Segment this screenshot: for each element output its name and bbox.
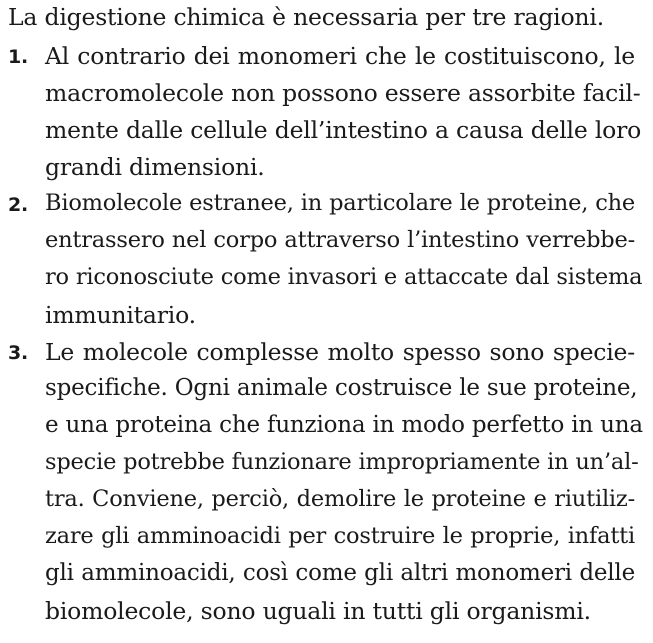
list-item-line: entrassero nel corpo attraverso l’intestino verrebbe- <box>45 227 635 253</box>
list-item-line: mente dalle cellule dell’intestino a causa delle loro <box>45 116 642 144</box>
list-item-line: biomolecole, sono uguali in tutti gli organismi. <box>45 597 591 625</box>
list-item-line: specie potrebbe funzionare impropriamente in un’al- <box>45 449 639 475</box>
list-item-line: tra. Conviene, perciò, demolire le proteine e riutiliz- <box>45 486 635 512</box>
list-item-line: specifiche. Ogni animale costruisce le sue proteine, <box>45 375 638 401</box>
intro-sentence: La digestione chimica è necessaria per tre ragioni. <box>8 3 604 31</box>
list-item-line: gli amminoacidi, così come gli altri monomeri delle <box>45 560 635 586</box>
list-item-line: macromolecole non possono essere assorbite facil- <box>45 79 641 107</box>
list-item-number: 2. <box>8 194 29 216</box>
list-item-number: 3. <box>8 342 29 364</box>
list-item-line: e una proteina che funziona in modo perfetto in una <box>45 412 643 438</box>
list-item-line: Biomolecole estranee, in particolare le proteine, che <box>45 190 635 216</box>
list-item-number: 1. <box>8 46 29 68</box>
list-item-line: Le molecole complesse molto spesso sono specie- <box>45 338 635 366</box>
list-item-line: ro riconosciute come invasori e attaccate dal sistema <box>45 264 643 290</box>
list-item-line: zare gli amminoacidi per costruire le proprie, infatti <box>45 523 635 549</box>
list-item-line: immunitario. <box>45 301 196 329</box>
list-item-line: grandi dimensioni. <box>45 153 265 181</box>
list-item-line: Al contrario dei monomeri che le costituiscono, le <box>45 42 635 70</box>
